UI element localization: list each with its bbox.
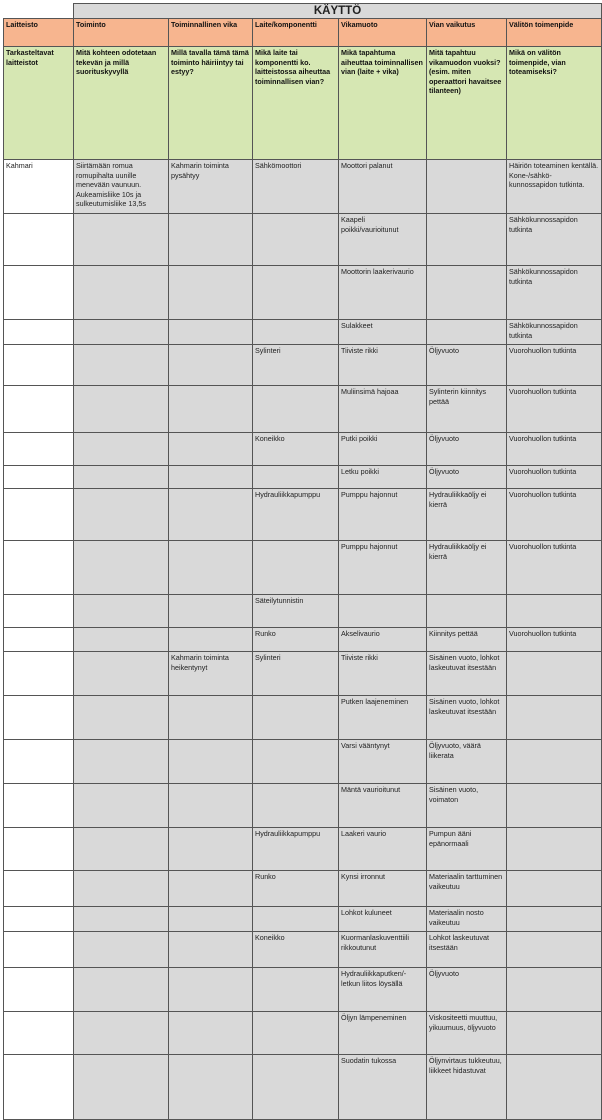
cell-equipment <box>4 907 74 932</box>
cell-function <box>74 1055 169 1120</box>
table-row <box>4 1012 602 1055</box>
cell-failure-mode: Sulakkeet <box>339 320 427 345</box>
header-immediate-action: Välitön toimenpide <box>507 19 602 47</box>
cell-function <box>74 266 169 320</box>
cell-failure-mode: Putki poikki <box>339 433 427 466</box>
table-row <box>4 345 602 386</box>
cell-failure-effect <box>427 214 507 266</box>
cell-failure-mode: Tiiviste rikki <box>339 345 427 386</box>
table-row <box>4 466 602 489</box>
cell-component <box>253 466 339 489</box>
cell-failure-effect <box>427 266 507 320</box>
cell-functional-failure <box>169 214 253 266</box>
cell-function <box>74 907 169 932</box>
cell-failure-effect: Hydrauliikkaöljy ei kierrä <box>427 489 507 541</box>
cell-immediate-action <box>507 1055 602 1120</box>
cell-failure-effect: Sisäinen vuoto, lohkot laskeutuvat itsestään <box>427 652 507 696</box>
cell-function <box>74 214 169 266</box>
cell-failure-effect: Lohkot laskeutuvat itsestään <box>427 932 507 968</box>
cell-immediate-action <box>507 652 602 696</box>
cell-failure-mode: Muliinsimä hajoaa <box>339 386 427 433</box>
cell-failure-effect: Öljyvuoto <box>427 968 507 1012</box>
cell-component: Säteilytunnistin <box>253 595 339 628</box>
header-function: Toiminto <box>74 19 169 47</box>
cell-equipment <box>4 871 74 907</box>
cell-function <box>74 968 169 1012</box>
cell-component <box>253 214 339 266</box>
cell-component <box>253 968 339 1012</box>
cell-component: Hydrauliikkapumppu <box>253 828 339 871</box>
cell-failure-mode: Kuormanlaskuventtiili rikkoutunut <box>339 932 427 968</box>
cell-equipment <box>4 652 74 696</box>
table-row <box>4 595 602 628</box>
cell-immediate-action: Vuorohuollon tutkinta <box>507 541 602 595</box>
cell-immediate-action <box>507 595 602 628</box>
cell-functional-failure <box>169 740 253 784</box>
cell-equipment <box>4 466 74 489</box>
cell-component: Koneikko <box>253 433 339 466</box>
cell-component: Koneikko <box>253 932 339 968</box>
question-failure-effect: Mitä tapahtuu vikamuodon vuoksi? (esim. miten operaattori havaitsee tilanteen) <box>427 47 507 160</box>
cell-functional-failure: Kahmarin toiminta pysähtyy <box>169 160 253 214</box>
cell-functional-failure: Kahmarin toiminta heikentynyt <box>169 652 253 696</box>
cell-equipment <box>4 386 74 433</box>
table-row <box>4 266 602 320</box>
cell-component <box>253 386 339 433</box>
cell-function <box>74 871 169 907</box>
cell-function <box>74 784 169 828</box>
table-row <box>4 1055 602 1120</box>
cell-function <box>74 1012 169 1055</box>
cell-failure-effect: Hydrauliikkaöljy ei kierrä <box>427 541 507 595</box>
cell-failure-mode: Kynsi irronnut <box>339 871 427 907</box>
table-row <box>4 541 602 595</box>
cell-equipment: Kahmari <box>4 160 74 214</box>
cell-function <box>74 489 169 541</box>
table-row <box>4 433 602 466</box>
question-equipment: Tarkasteltavat laitteistot <box>4 47 74 160</box>
cell-functional-failure <box>169 541 253 595</box>
cell-functional-failure <box>169 696 253 740</box>
cell-failure-effect: Sylinterin kiinnitys pettää <box>427 386 507 433</box>
cell-functional-failure <box>169 828 253 871</box>
cell-equipment <box>4 1055 74 1120</box>
cell-functional-failure <box>169 907 253 932</box>
cell-failure-effect: Öljyvuoto <box>427 345 507 386</box>
cell-functional-failure <box>169 1012 253 1055</box>
cell-equipment <box>4 932 74 968</box>
cell-functional-failure <box>169 871 253 907</box>
cell-component <box>253 1055 339 1120</box>
cell-functional-failure <box>169 345 253 386</box>
cell-failure-effect: Sisäinen vuoto, voimaton <box>427 784 507 828</box>
cell-immediate-action: Häiriön toteaminen kentällä. Kone-/sähkö-kunnossapidon tutkinta. <box>507 160 602 214</box>
cell-failure-mode: Moottorin laakerivaurio <box>339 266 427 320</box>
table-row <box>4 784 602 828</box>
table-row <box>4 696 602 740</box>
section-title: KÄYTTÖ <box>74 4 602 19</box>
cell-failure-mode: Moottori palanut <box>339 160 427 214</box>
cell-functional-failure <box>169 466 253 489</box>
cell-equipment <box>4 784 74 828</box>
cell-immediate-action <box>507 871 602 907</box>
table-row <box>4 968 602 1012</box>
cell-functional-failure <box>169 932 253 968</box>
cell-equipment <box>4 541 74 595</box>
fmea-table <box>3 3 602 1120</box>
cell-functional-failure <box>169 386 253 433</box>
cell-immediate-action: Vuorohuollon tutkinta <box>507 489 602 541</box>
cell-component: Hydrauliikkapumppu <box>253 489 339 541</box>
cell-functional-failure <box>169 1055 253 1120</box>
cell-immediate-action <box>507 1012 602 1055</box>
question-function: Mitä kohteen odotetaan tekevän ja millä suorituskyvyllä <box>74 47 169 160</box>
cell-failure-mode: Öljyn lämpeneminen <box>339 1012 427 1055</box>
cell-component <box>253 541 339 595</box>
cell-immediate-action <box>507 740 602 784</box>
cell-component <box>253 784 339 828</box>
cell-equipment <box>4 740 74 784</box>
question-failure-mode: Mikä tapahtuma aiheuttaa toiminnallisen vian (laite + vika) <box>339 47 427 160</box>
cell-failure-effect: Kiinnitys pettää <box>427 628 507 652</box>
cell-component: Runko <box>253 871 339 907</box>
cell-functional-failure <box>169 489 253 541</box>
cell-functional-failure <box>169 433 253 466</box>
cell-function <box>74 386 169 433</box>
cell-component <box>253 320 339 345</box>
cell-function: Siirtämään romua romupihalta uunille menevään vaunuun. Aukeamisliike 10s ja sulkeutumisliike 13,5s <box>74 160 169 214</box>
table-row <box>4 628 602 652</box>
cell-function <box>74 320 169 345</box>
question-component: Mikä laite tai komponentti ko. laitteistossa aiheuttaa toiminnallisen vian? <box>253 47 339 160</box>
cell-immediate-action <box>507 696 602 740</box>
cell-equipment <box>4 320 74 345</box>
cell-function <box>74 828 169 871</box>
cell-function <box>74 740 169 784</box>
cell-immediate-action <box>507 968 602 1012</box>
cell-functional-failure <box>169 628 253 652</box>
cell-immediate-action: Sähkökunnossapidon tutkinta <box>507 214 602 266</box>
question-functional-failure: Millä tavalla tämä tämä toiminto häiriintyy tai estyy? <box>169 47 253 160</box>
question-immediate-action: Mikä on välitön toimenpide, vian toteamiseksi? <box>507 47 602 160</box>
header-functional-failure: Toiminnallinen vika <box>169 19 253 47</box>
cell-failure-mode: Lohkot kuluneet <box>339 907 427 932</box>
header-failure-effect: Vian vaikutus <box>427 19 507 47</box>
cell-immediate-action: Sähkökunnossapidon tutkinta <box>507 320 602 345</box>
cell-failure-mode: Kaapeli poikki/vaurioitunut <box>339 214 427 266</box>
cell-equipment <box>4 489 74 541</box>
table-row <box>4 932 602 968</box>
header-component: Laite/komponentti <box>253 19 339 47</box>
question-row <box>4 47 602 160</box>
cell-function <box>74 932 169 968</box>
cell-function <box>74 628 169 652</box>
header-row <box>4 19 602 47</box>
table-row <box>4 652 602 696</box>
cell-component: Sähkömoottori <box>253 160 339 214</box>
cell-failure-mode: Laakeri vaurio <box>339 828 427 871</box>
cell-equipment <box>4 595 74 628</box>
table-row <box>4 214 602 266</box>
cell-component: Runko <box>253 628 339 652</box>
cell-failure-mode: Varsi vääntynyt <box>339 740 427 784</box>
cell-failure-mode: Hydrauliikkaputken/-letkun liitos löysällä <box>339 968 427 1012</box>
cell-immediate-action: Sähkökunnossapidon tutkinta <box>507 266 602 320</box>
cell-failure-effect: Öljyvuoto <box>427 466 507 489</box>
cell-immediate-action: Vuorohuollon tutkinta <box>507 433 602 466</box>
cell-equipment <box>4 433 74 466</box>
table-row <box>4 828 602 871</box>
cell-equipment <box>4 345 74 386</box>
cell-equipment <box>4 968 74 1012</box>
cell-failure-mode: Putken laajeneminen <box>339 696 427 740</box>
cell-equipment <box>4 828 74 871</box>
cell-immediate-action <box>507 784 602 828</box>
cell-functional-failure <box>169 784 253 828</box>
cell-failure-mode: Letku poikki <box>339 466 427 489</box>
cell-immediate-action: Vuorohuollon tutkinta <box>507 386 602 433</box>
cell-immediate-action <box>507 932 602 968</box>
table-row <box>4 740 602 784</box>
cell-component: Sylinteri <box>253 652 339 696</box>
cell-failure-mode <box>339 595 427 628</box>
cell-failure-mode: Pumppu hajonnut <box>339 541 427 595</box>
cell-failure-effect: Materiaalin tarttuminen vaikeutuu <box>427 871 507 907</box>
cell-component: Sylinteri <box>253 345 339 386</box>
cell-failure-effect: Sisäinen vuoto, lohkot laskeutuvat itsestään <box>427 696 507 740</box>
cell-component <box>253 266 339 320</box>
cell-failure-effect <box>427 320 507 345</box>
cell-failure-mode: Suodatin tukossa <box>339 1055 427 1120</box>
cell-functional-failure <box>169 595 253 628</box>
header-failure-mode: Vikamuoto <box>339 19 427 47</box>
cell-component <box>253 907 339 932</box>
cell-equipment <box>4 628 74 652</box>
header-equipment: Laitteisto <box>4 19 74 47</box>
cell-equipment <box>4 266 74 320</box>
cell-function <box>74 696 169 740</box>
cell-failure-mode: Pumppu hajonnut <box>339 489 427 541</box>
table-row <box>4 871 602 907</box>
cell-failure-effect: Öljynvirtaus tukkeutuu, liikkeet hidastuvat <box>427 1055 507 1120</box>
table-row <box>4 386 602 433</box>
cell-failure-effect: Öljyvuoto, väärä liikerata <box>427 740 507 784</box>
cell-failure-effect: Öljyvuoto <box>427 433 507 466</box>
cell-failure-effect <box>427 160 507 214</box>
cell-failure-mode: Akselivaurio <box>339 628 427 652</box>
cell-function <box>74 541 169 595</box>
cell-functional-failure <box>169 266 253 320</box>
cell-equipment <box>4 1012 74 1055</box>
table-row <box>4 160 602 214</box>
cell-component <box>253 740 339 784</box>
cell-function <box>74 595 169 628</box>
cell-function <box>74 466 169 489</box>
cell-immediate-action: Vuorohuollon tutkinta <box>507 345 602 386</box>
title-spacer <box>4 4 74 19</box>
cell-functional-failure <box>169 320 253 345</box>
cell-immediate-action: Vuorohuollon tutkinta <box>507 628 602 652</box>
table-row <box>4 489 602 541</box>
cell-failure-effect: Pumpun ääni epänormaali <box>427 828 507 871</box>
cell-function <box>74 433 169 466</box>
cell-immediate-action: Vuorohuollon tutkinta <box>507 466 602 489</box>
cell-component <box>253 696 339 740</box>
cell-failure-effect: Viskositeetti muuttuu, yikuumuus, öljyvuoto <box>427 1012 507 1055</box>
cell-function <box>74 345 169 386</box>
cell-equipment <box>4 214 74 266</box>
cell-failure-mode: Tiiviste rikki <box>339 652 427 696</box>
cell-failure-effect: Materiaalin nosto vaikeutuu <box>427 907 507 932</box>
cell-immediate-action <box>507 828 602 871</box>
cell-failure-mode: Mäntä vaurioitunut <box>339 784 427 828</box>
cell-immediate-action <box>507 907 602 932</box>
cell-failure-effect <box>427 595 507 628</box>
cell-equipment <box>4 696 74 740</box>
cell-function <box>74 652 169 696</box>
table-row <box>4 320 602 345</box>
table-row <box>4 907 602 932</box>
cell-functional-failure <box>169 968 253 1012</box>
cell-component <box>253 1012 339 1055</box>
